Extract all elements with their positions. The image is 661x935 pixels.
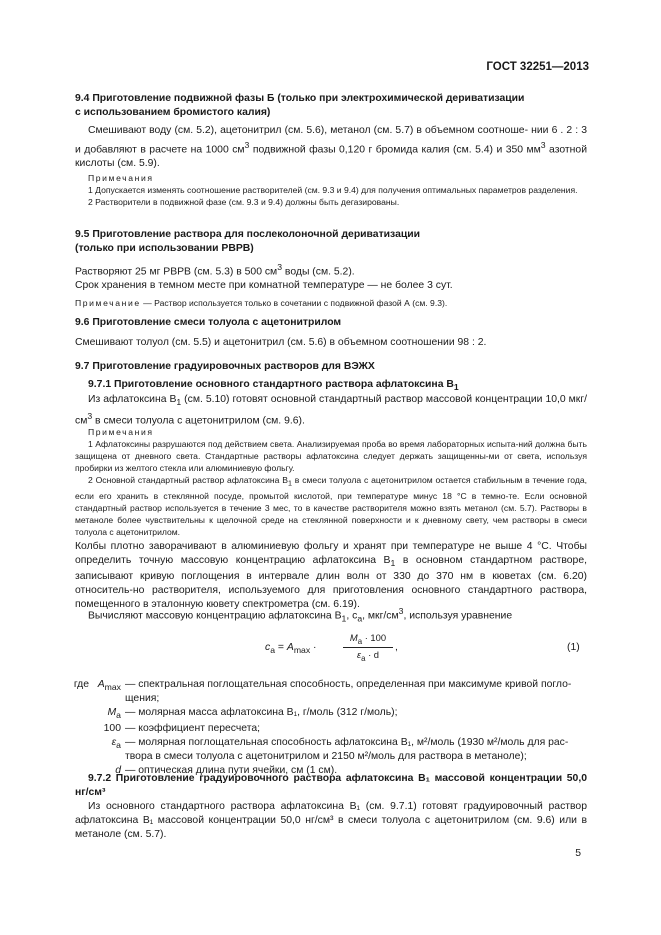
section-9-4-para: Смешивают воду (см. 5.2), ацетонитрил (см. 5.6), метанол (см. 5.7) в объемном соотноше- нии 6 . 2 : 3 и добавляют в расчете на 1000 $см^3$ подвижной фазы 0,120 г бромида калия (см. 5.4) и 350 $мм^3$ азотной кислоты (см. 5.9). — [75, 125, 588, 170]
section-9-7-2-para: Из основного стандартного раствора афлатоксина B₁ (см. 9.7.1) готовят градуировочный раствор афлатоксина B₁ массовой концентрации 50,0 нг/см³ в смеси толуола с ацетонитрилом (см. 9.6) или в метаноле (см. 5.7). — [75, 801, 587, 840]
variable-row: d — оптическая длина пути ячейки, см (1 см). — [115, 765, 338, 777]
section-9-7-1-title: 9.7.1 Приготовление основного стандартного раствора афлатоксина $B_1$ — [88, 379, 459, 393]
section-9-7-title: 9.7 Приготовление градуировочных растворов для ВЭЖХ — [75, 361, 375, 372]
section-9-7-1-notes: Примечания 1 Афлатоксины разрушаются под действием света. Анализируемая проба во время лабораторных испыта-ний должна быть защищена от дневного света. Стандартные растворы афлатоксина следует держать защищенны-ми от света, используя пробирки из желтого стекла или алюминиевую фольгу. 2 Основной стандартный раствор афлатоксина $B_1$ в смеси толуола с ацетонитрилом остается стабильным в течение года, если его хранить в стеклянной посуде, промытой кислотой, при температуре минус 18 °С в темно-те. Если основной стандартный раствор используется в течение 3 мес, то в качестве растворителя можно взять метанол (см. 5.7). Растворы в метаноле более чувствительны к щелочной среде на стеклянной поверхности и к дневному свету, чем растворы в смеси толуола с ацетонитрилом. — [75, 427, 587, 537]
section-9-7-1-para2: Колбы плотно заворачивают в алюминиевую фольгу и хранят при температуре не выше 4 °С. Чтобы определить точную массовую концентрацию афлатоксина $B_1$ в основном стандартном растворе, записывают кривую поглощения в интервале длин волн от 330 до 370 нм в кюветах (см. 6.20) относитель-но растворителя, используемого для приготовления основного стандартного раствора, помещенного в эталонную кювету спектрометра (см. 6.19). — [75, 541, 588, 611]
doc-header: ГОСТ 32251—2013 — [486, 61, 589, 73]
section-9-6-para: Смешивают толуол (см. 5.5) и ацетонитрил (см. 5.6) в объемном соотношении 98 : 2. — [75, 337, 487, 348]
variable-row: $M_a$ — молярная масса афлатоксина B₁, г/моль (312 г/моль); — [107, 707, 398, 721]
section-9-7-1-para: Из афлатоксина $B_1$ (см. 5.10) готовят основной стандартный раствор массовой концентрации 10,0 мкг/$см^3$ в смеси толуола с ацетонитрилом (см. 9.6). — [75, 394, 587, 427]
notes-title: Примечания — [88, 173, 154, 183]
note-item: 2 Растворители в подвижной фазе (см. 9.3 и 9.4) должны быть дегазированы. — [88, 197, 400, 207]
title-line: с использованием бромистого калия) — [75, 107, 271, 118]
section-9-4-notes — [75, 172, 587, 208]
note-item: 2 Основной стандартный раствор афлатоксина $B_1$ в смеси толуола с ацетонитрилом остается стабильным в течение года, если его хранить в стеклянной посуде, промытой кислотой, при температуре минус 18 °С в темно-те. Если основной стандартный раствор используется в течение 3 мес, то в качестве растворителя можно взять метанол (см. 5.7). Растворы в метаноле более чувствительны к щелочной среде на стеклянной поверхности и к дневному свету, чем растворы в смеси толуола с ацетонитрилом. — [75, 475, 587, 537]
title-line: 9.4 Приготовление подвижной фазы Б (только при электрохимической дериватизации — [75, 93, 525, 104]
note-item: 1 Допускается изменять соотношение растворителей (см. 9.3 и 9.4) для получения оптимальных параметров разделения. — [88, 185, 578, 195]
equation-number: (1) — [567, 642, 580, 653]
section-9-6-title: 9.6 Приготовление смеси толуола с ацетонитрилом — [75, 317, 342, 328]
equation-1: $c_a = A_{max}$ · $\frac{M_a \cdot 100}{\varepsilon_a \cdot d}$ , — [265, 632, 398, 663]
section-9-7-2-title: 9.7.2 Приготовление градуировочного раствора афлатоксина B₁ массовой концентрации 50,0 нг/см³ — [75, 773, 587, 798]
variable-row: $\varepsilon_a$ — молярная поглощательная способность афлатоксина B₁, м²/моль (1930 м²/моль для рас-твора в смеси толуола с ацетонитрилом и 2150 м²/моль для раствора в метаноле); — [111, 737, 569, 763]
variable-row: 100 — коэффициент пересчета; — [103, 723, 261, 735]
section-9-4-title — [75, 92, 587, 120]
section-9-5-title: 9.5 Приготовление раствора для послеколоночной дериватизации (только при использовании PBPB) — [75, 229, 421, 254]
page-number: 5 — [575, 848, 581, 859]
fraction: $\frac{M_a \cdot 100}{\varepsilon_a \cdot d}$ — [343, 632, 393, 663]
note-item: 1 Афлатоксины разрушаются под действием света. Анализируемая проба во время лабораторных испыта-ний должна быть защищена от дневного света. Стандартные растворы афлатоксина следует держать защищенны-ми от света, используя пробирки из желтого стекла или алюминиевую фольгу. — [75, 439, 587, 473]
section-9-5-body: Растворяют 25 мг PBPB (см. 5.3) в 500 $см^3$ воды (см. 5.2). Срок хранения в темном месте при комнатной температуре — не более 3 сут. Примечание — Раствор используется только в сочетании с подвижной фазой А (см. 9.3). — [75, 262, 453, 309]
variable-row: где $A_{max}$ — спектральная поглощательная способность, определенная при максимуме кривой погло-щения; — [73, 679, 572, 704]
equation-variables — [46, 678, 591, 778]
section-9-7-1-para3: Вычисляют массовую концентрацию афлатоксина $B_1$, $c_a$, мкг/$см^3$, используя уравнение — [88, 606, 513, 624]
